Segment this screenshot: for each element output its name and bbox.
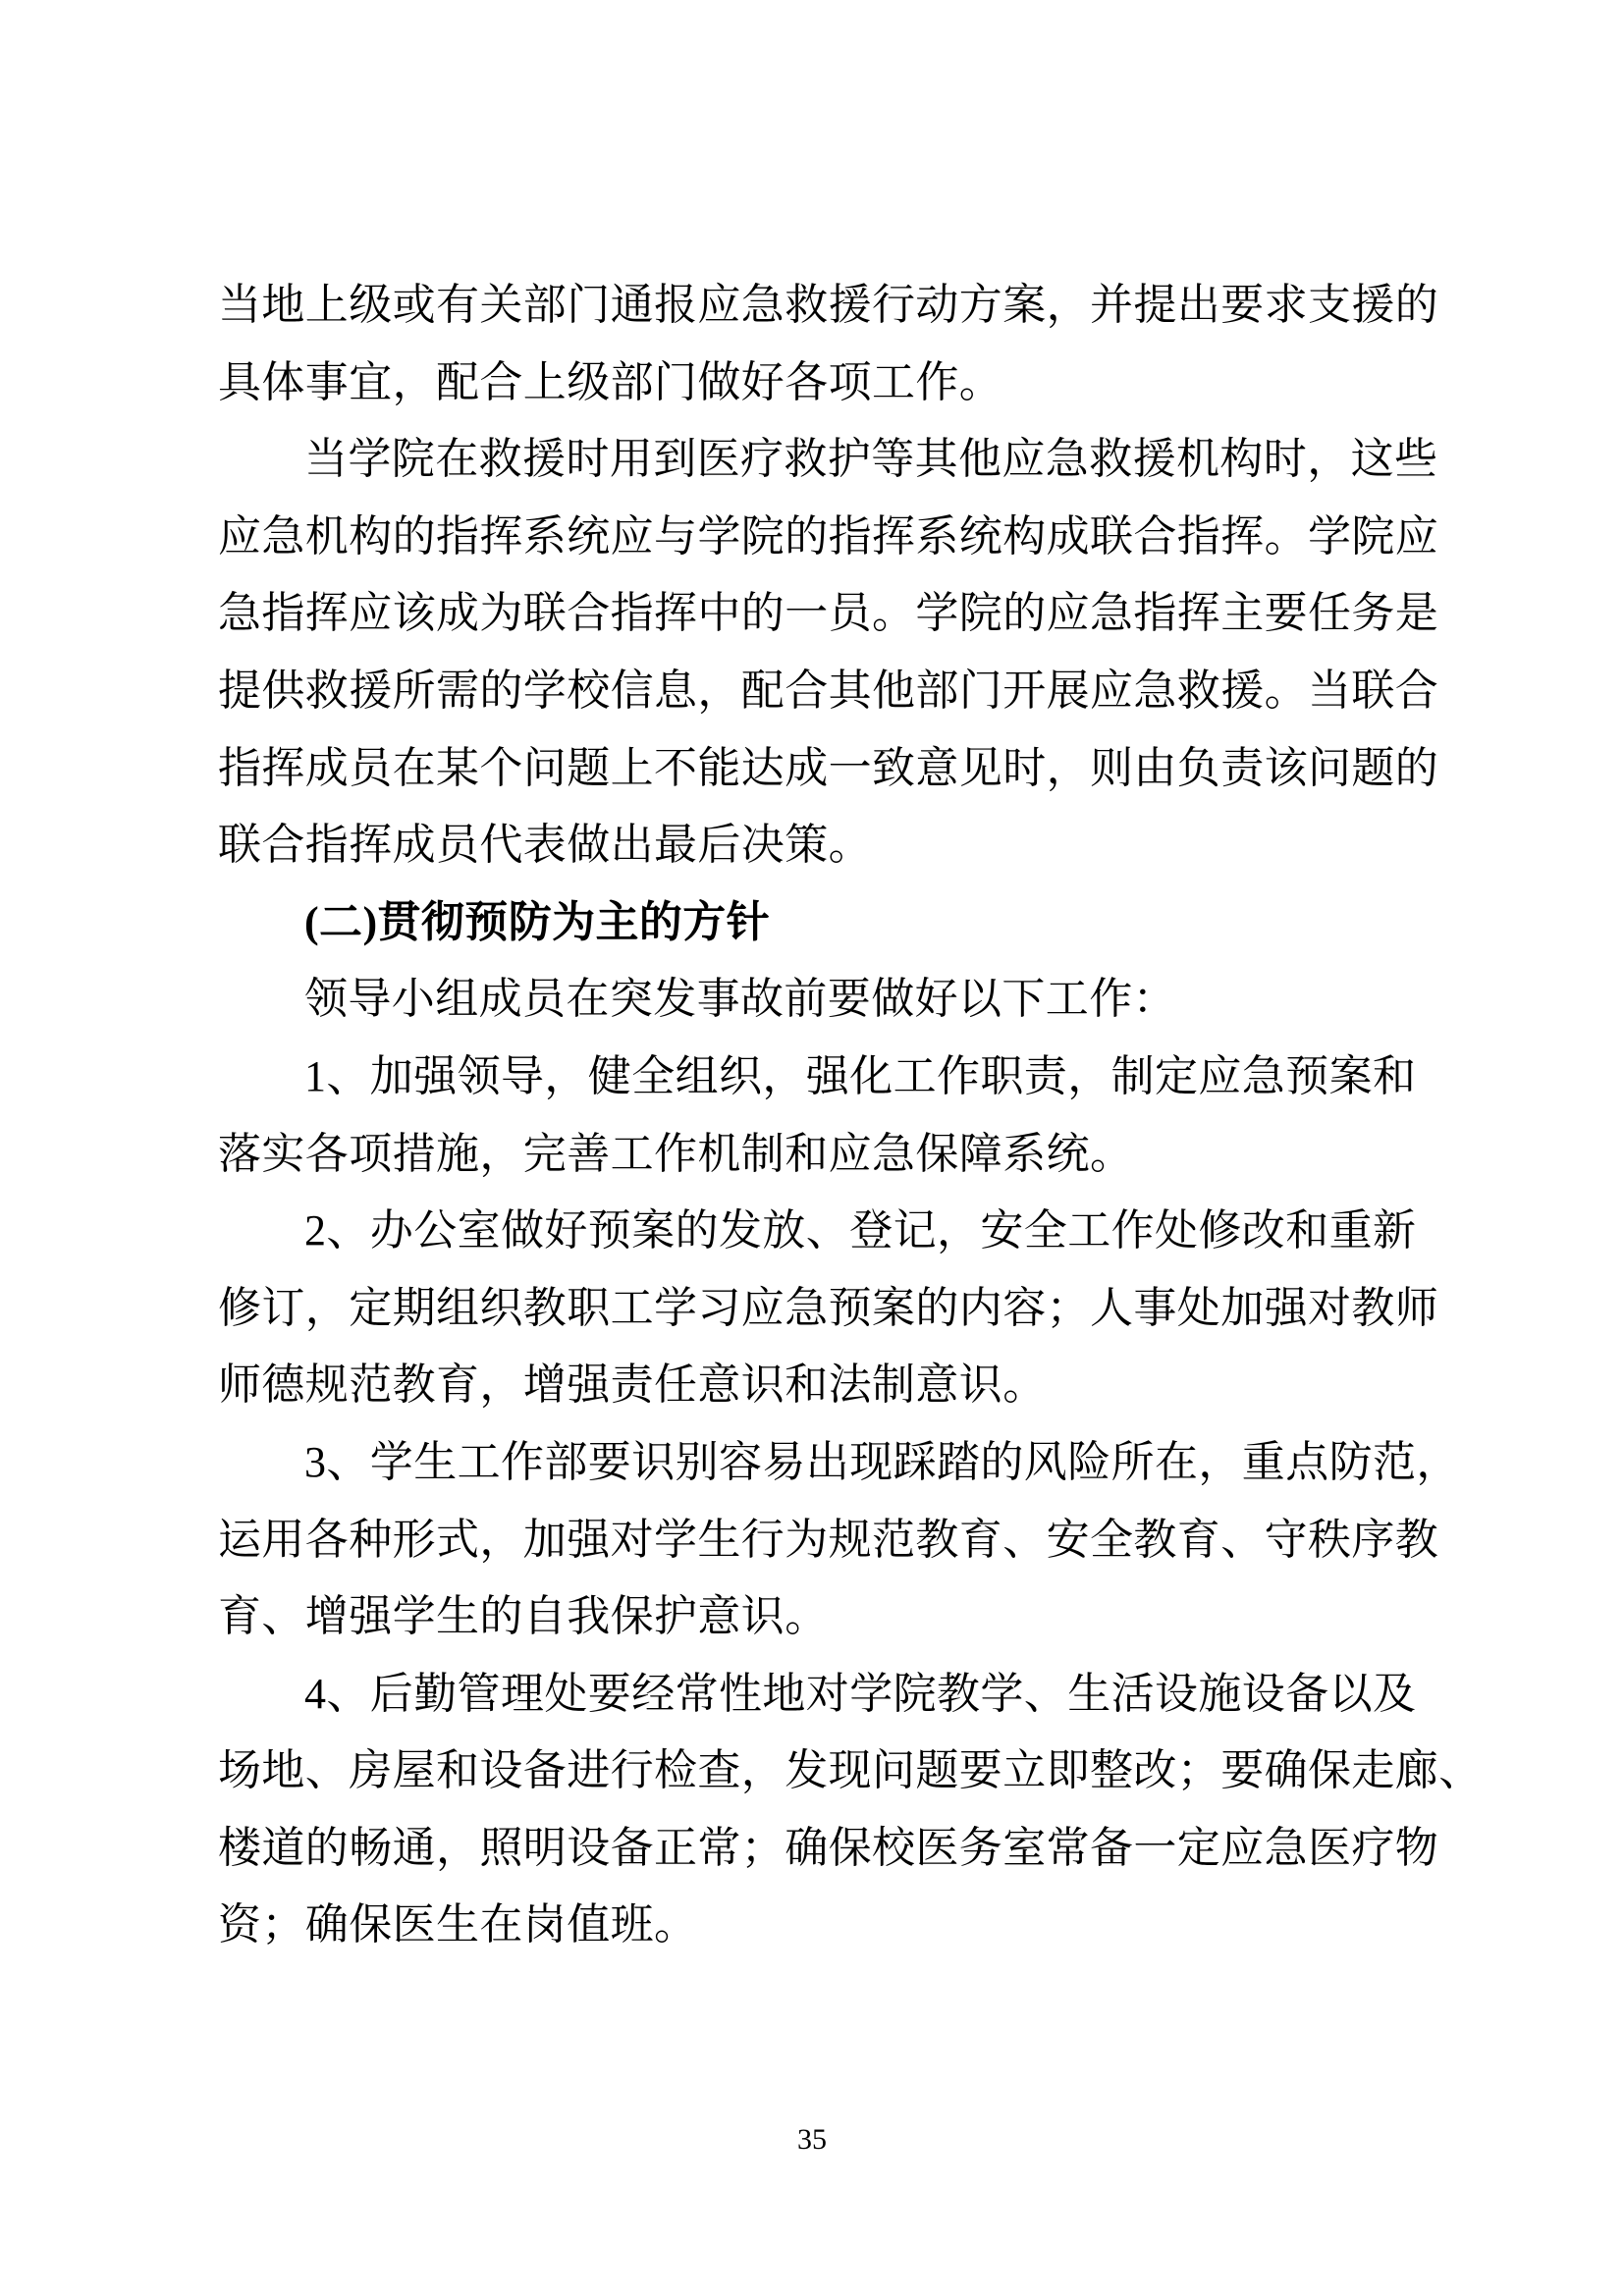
body-line: 3、学生工作部要识别容易出现踩踏的风险所在，重点防范， bbox=[304, 1437, 1460, 1486]
body-line: 4、后勤管理处要经常性地对学院教学、生活设施设备以及 bbox=[304, 1669, 1417, 1718]
text-block bbox=[218, 267, 1483, 1964]
body-line: 当地上级或有关部门通报应急救援行动方案，并提出要求支援的 bbox=[218, 281, 1439, 329]
body-line: 联合指挥成员代表做出最后决策。 bbox=[218, 821, 872, 870]
section-heading: (二)贯彻预防为主的方针 bbox=[304, 897, 771, 946]
body-line: 育、增强学生的自我保护意识。 bbox=[218, 1592, 829, 1641]
body-line: 应急机构的指挥系统应与学院的指挥系统构成联合指挥。学院应 bbox=[218, 511, 1439, 561]
body-line: 运用各种形式，加强对学生行为规范教育、安全教育、守秩序教 bbox=[218, 1515, 1439, 1564]
body-line: 资；确保医生在岗值班。 bbox=[218, 1900, 698, 1949]
page-number: 35 bbox=[797, 2123, 827, 2156]
body-line: 提供救援所需的学校信息，配合其他部门开展应急救援。当联合 bbox=[218, 666, 1439, 715]
body-line: 当学院在救援时用到医疗救护等其他应急救援机构时，这些 bbox=[304, 435, 1438, 484]
body-line: 落实各项措施，完善工作机制和应急保障系统。 bbox=[218, 1129, 1134, 1178]
body-line: 指挥成员在某个问题上不能达成一致意见时，则由负责该问题的 bbox=[218, 743, 1439, 792]
body-line: 修订，定期组织教职工学习应急预案的内容；人事处加强对教师 bbox=[218, 1283, 1439, 1332]
body-line: 场地、房屋和设备进行检查，发现问题要立即整改；要确保走廊、 bbox=[218, 1746, 1483, 1795]
body-line: 2、办公室做好预案的发放、登记，安全工作处修改和重新 bbox=[304, 1206, 1417, 1255]
body-line: 1、加强领导，健全组织，强化工作职责，制定应急预案和 bbox=[304, 1051, 1417, 1100]
body-line: 楼道的畅通，照明设备正常；确保校医务室常备一定应急医疗物 bbox=[218, 1823, 1439, 1872]
body-line: 急指挥应该成为联合指挥中的一员。学院的应急指挥主要任务是 bbox=[218, 589, 1439, 638]
body-line: 领导小组成员在突发事故前要做好以下工作： bbox=[304, 975, 1176, 1024]
body-line: 师德规范教育，增强责任意识和法制意识。 bbox=[218, 1361, 1047, 1410]
body-line: 具体事宜，配合上级部门做好各项工作。 bbox=[218, 357, 1003, 406]
